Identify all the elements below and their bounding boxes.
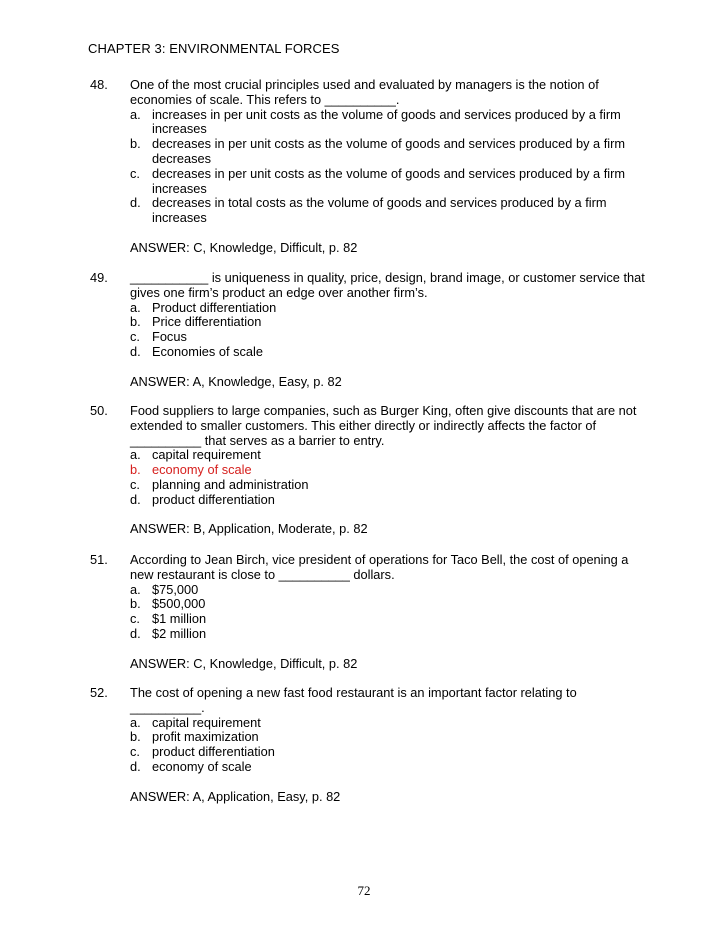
choice-b: [130, 597, 650, 612]
choice-letter: a.: [130, 447, 141, 463]
choice-letter: a.: [130, 106, 141, 122]
choice-b-highlighted: [130, 463, 650, 478]
answer-line: ANSWER: C, Knowledge, Difficult, p. 82: [130, 655, 358, 671]
choice-letter: a.: [130, 714, 141, 730]
choice-letter: d.: [130, 491, 141, 507]
choice-text: $1 million: [152, 611, 207, 627]
choice-letter: b.: [130, 596, 141, 612]
choice-c: [130, 478, 650, 493]
choice-letter: c.: [130, 611, 140, 627]
choice-letter: b.: [130, 314, 141, 330]
choice-list: [130, 583, 650, 642]
choice-b: [130, 730, 650, 745]
answer-line: ANSWER: C, Knowledge, Difficult, p. 82: [130, 239, 358, 255]
choice-text: increases in per unit costs as the volume of goods and services produced by a firm increases: [152, 106, 621, 137]
choice-d: [130, 627, 650, 642]
choice-text: capital requirement: [152, 447, 261, 463]
choice-text: planning and administration: [152, 476, 309, 492]
choice-list: [130, 301, 650, 360]
choice-list: [130, 716, 650, 775]
answer-line: ANSWER: B, Application, Moderate, p. 82: [130, 521, 368, 537]
choice-text: decreases in total costs as the volume of goods and services produced by a firm increases: [152, 195, 607, 226]
choice-d: [130, 760, 650, 775]
question-number: 50.: [90, 403, 108, 418]
choice-c: [130, 612, 650, 627]
choice-letter: c.: [130, 744, 140, 760]
choice-letter: b.: [130, 136, 141, 152]
question-number: 49.: [90, 270, 108, 285]
choice-d: [130, 345, 650, 360]
choice-letter: d.: [130, 195, 141, 211]
choice-letter: a.: [130, 299, 141, 315]
question-number: 51.: [90, 552, 108, 567]
choice-text: product differentiation: [152, 744, 275, 760]
choice-text: decreases in per unit costs as the volume of goods and services produced by a firm decreases: [152, 136, 626, 166]
choice-text: economy of scale: [152, 758, 252, 774]
choice-b: [130, 137, 650, 167]
choice-text: Product differentiation: [152, 299, 277, 315]
question-text: ___________ is uniqueness in quality, price, design, brand image, or customer service that gives one firm’s product an edge over another firm’s.: [130, 270, 645, 300]
question-51: [90, 553, 650, 671]
choice-c: [130, 167, 650, 197]
question-text: One of the most crucial principles used and evaluated by managers is the notion of economies of scale. This refers to __________.: [130, 77, 599, 107]
choice-text: $75,000: [152, 581, 199, 597]
answer-line: ANSWER: A, Application, Easy, p. 82: [130, 788, 341, 804]
choice-letter: d.: [130, 758, 141, 774]
choice-b: [130, 315, 650, 330]
choice-text: capital requirement: [152, 714, 261, 730]
choice-letter: d.: [130, 625, 141, 641]
choice-letter: c.: [130, 329, 140, 345]
choice-d: [130, 493, 650, 508]
choice-text: Economies of scale: [152, 343, 263, 359]
choice-text: decreases in per unit costs as the volume of goods and services produced by a firm increases: [152, 165, 626, 196]
page-number: 72: [357, 883, 371, 898]
choice-list: [130, 448, 650, 507]
choice-a: [130, 301, 650, 316]
choice-a: [130, 108, 650, 138]
choice-text: Focus: [152, 329, 187, 345]
choice-text: Price differentiation: [152, 314, 262, 330]
question-48: [90, 78, 650, 256]
choice-letter: d.: [130, 343, 141, 359]
question-text: Food suppliers to large companies, such as Burger King, often give discounts that are not extended to smaller customers. This either directly or indirectly affects the factor of __________ that serves as a barrier to entry.: [130, 403, 637, 448]
question-52: [90, 686, 650, 804]
chapter-heading: CHAPTER 3: ENVIRONMENTAL FORCES: [88, 41, 340, 56]
question-number: 52.: [90, 685, 108, 700]
question-50: [90, 404, 650, 537]
choice-a: [130, 583, 650, 598]
choice-text: economy of scale: [152, 462, 252, 478]
choice-letter: a.: [130, 581, 141, 597]
choice-c: [130, 745, 650, 760]
choice-letter: b.: [130, 729, 141, 745]
choice-a: [130, 448, 650, 463]
choice-list: [130, 108, 650, 226]
choice-d: [130, 196, 650, 226]
choice-text: $500,000: [152, 596, 206, 612]
choice-text: $2 million: [152, 625, 207, 641]
choice-letter: b.: [130, 462, 141, 478]
choice-letter: c.: [130, 476, 140, 492]
choice-text: product differentiation: [152, 491, 275, 507]
answer-line: ANSWER: A, Knowledge, Easy, p. 82: [130, 373, 342, 389]
choice-letter: c.: [130, 165, 140, 181]
question-number: 48.: [90, 77, 108, 92]
question-text: The cost of opening a new fast food restaurant is an important factor relating to __________.: [130, 685, 577, 715]
choice-a: [130, 716, 650, 731]
choice-text: profit maximization: [152, 729, 259, 745]
question-text: According to Jean Birch, vice president of operations for Taco Bell, the cost of opening a new restaurant is close to __________ dollars.: [130, 552, 629, 582]
choice-c: [130, 330, 650, 345]
question-49: [90, 271, 650, 389]
